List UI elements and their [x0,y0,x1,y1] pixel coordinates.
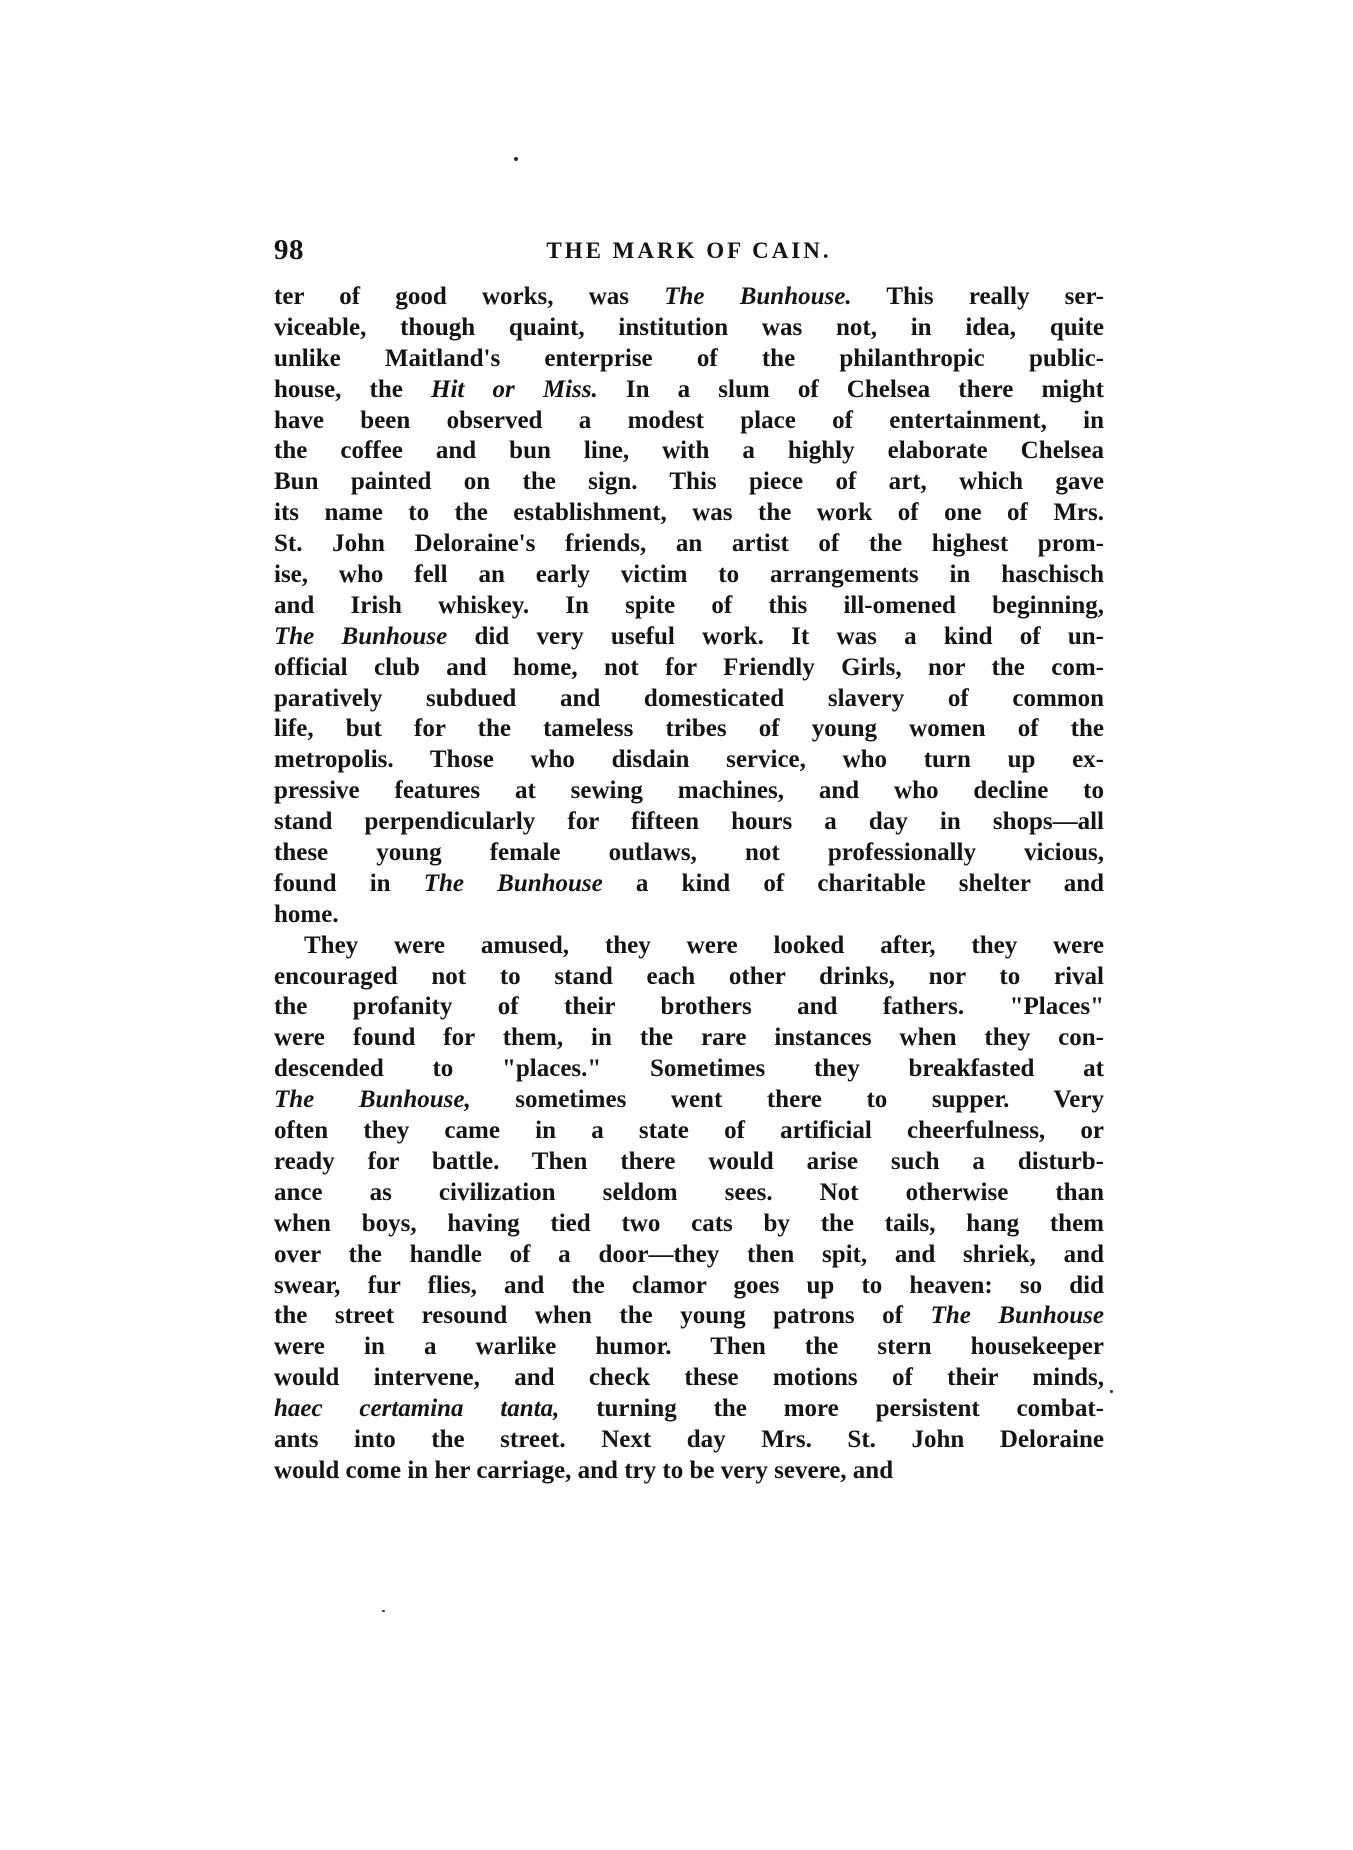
text-run: sometimes went there to supper. Very [470,1086,1104,1114]
text-line [274,869,1104,900]
text-line [274,1456,1104,1487]
text-line [274,1363,1104,1394]
text-line [274,344,1104,375]
text-run: metropolis. Those who disdain service, who turn up ex- [274,746,1104,774]
text-run: descended to "places." Sometimes they breakfasted at [274,1055,1104,1083]
text-line [274,684,1104,715]
italic-text: The Bunhouse [274,622,448,650]
text-line [274,807,1104,838]
italic-text: The Bunhouse [423,869,603,897]
text-line [274,745,1104,776]
text-line [274,931,1104,962]
text-line [274,622,1104,653]
text-run: ready for battle. Then there would arise such a disturb- [274,1147,1104,1175]
text-run: They were amused, they were looked after, they were [304,931,1104,959]
text-run: St. John Deloraine's friends, an artist of the highest prom- [274,530,1104,558]
text-line [274,653,1104,684]
text-line [274,406,1104,437]
text-line [274,467,1104,498]
paragraph [274,282,1104,931]
italic-text: The Bunhouse, [274,1086,471,1114]
italic-text: haec certamina tanta, [274,1395,560,1423]
text-line [274,529,1104,560]
text-line [274,1332,1104,1363]
text-line [274,1240,1104,1271]
text-run: In a slum of Chelsea there might [597,375,1104,403]
page-number: 98 [274,234,304,266]
ink-speck [514,157,518,161]
text-line [274,1271,1104,1302]
text-run: and Irish whiskey. In spite of this ill-omened beginning, [274,591,1104,619]
text-line [274,1178,1104,1209]
text-run: often they came in a state of artificial cheerfulness, or [274,1117,1104,1145]
text-run: ants into the street. Next day Mrs. St. John Deloraine [274,1425,1104,1453]
text-run: over the handle of a door—they then spit, and shriek, and [274,1240,1104,1268]
text-line [274,560,1104,591]
text-run: these young female outlaws, not professionally vicious, [274,839,1104,867]
text-run: a kind of charitable shelter and [602,869,1105,897]
text-line [274,838,1104,869]
text-line [274,1116,1104,1147]
text-run: life, but for the tameless tribes of young women of the [274,715,1104,743]
text-line [274,1394,1104,1425]
italic-text: The Bunhouse. [664,283,852,310]
text-run: ter of good works, was [274,283,665,310]
italic-text: Hit or Miss. [431,375,598,403]
running-title: THE MARK OF CAIN. [546,238,832,263]
text-line [274,591,1104,622]
text-run: the profanity of their brothers and fathers. "Places" [274,993,1104,1021]
text-line [274,313,1104,344]
text-run: did very useful work. It was a kind of un- [447,622,1105,650]
ink-speck [382,1610,385,1612]
text-line [274,1054,1104,1085]
text-line [274,1301,1104,1332]
text-run: would intervene, and check these motions of their minds, [274,1364,1104,1392]
text-line [274,962,1104,993]
text-run: viceable, though quaint, institution was not, in idea, quite [274,313,1104,341]
text-line [274,714,1104,745]
text-run: swear, fur flies, and the clamor goes up to heaven: so did [274,1271,1104,1299]
text-line [274,375,1104,406]
paragraph [274,931,1104,1487]
text-run: home. [274,900,339,928]
text-run: have been observed a modest place of entertainment, in [274,406,1104,434]
text-line [274,1085,1104,1116]
text-run: would come in her carriage, and try to be very severe, and [274,1456,894,1484]
running-head [274,234,1104,274]
text-run: found in [274,869,424,897]
text-run: turning the more persistent combat- [559,1395,1104,1423]
text-run: ise, who fell an early victim to arrangements in haschisch [274,561,1104,589]
ink-speck [1110,1390,1113,1393]
text-run: house, the [274,375,431,403]
text-line [274,436,1104,467]
text-run: when boys, having tied two cats by the tails, hang them [274,1209,1104,1237]
text-line [274,1209,1104,1240]
text-run: were in a warlike humor. Then the stern housekeeper [274,1333,1104,1361]
text-run: This really ser- [851,283,1104,310]
text-run: Bun painted on the sign. This piece of art, which gave [274,468,1104,496]
body-text [274,282,1104,1487]
text-line [274,282,1104,313]
text-run: unlike Maitland's enterprise of the philanthropic public- [274,344,1104,372]
text-line [274,1023,1104,1054]
text-run: the street resound when the young patrons of [274,1302,931,1330]
text-line [274,498,1104,529]
text-run: its name to the establishment, was the work of one of Mrs. [274,499,1104,527]
text-run: paratively subdued and domesticated slavery of common [274,684,1104,712]
text-run: the coffee and bun line, with a highly elaborate Chelsea [274,437,1104,465]
text-line [274,1425,1104,1456]
text-run: official club and home, not for Friendly Girls, nor the com- [274,653,1104,681]
text-line [274,900,1104,931]
italic-text: The Bunhouse [930,1302,1104,1330]
text-line [274,776,1104,807]
text-run: pressive features at sewing machines, and who decline to [274,777,1104,805]
text-line [274,992,1104,1023]
text-run: encouraged not to stand each other drinks, nor to rival [274,962,1104,990]
text-run: stand perpendicularly for fifteen hours a day in shops—all [274,808,1104,836]
text-run: were found for them, in the rare instances when they con- [274,1024,1104,1052]
text-run: ance as civilization seldom sees. Not otherwise than [274,1178,1104,1206]
text-line [274,1147,1104,1178]
